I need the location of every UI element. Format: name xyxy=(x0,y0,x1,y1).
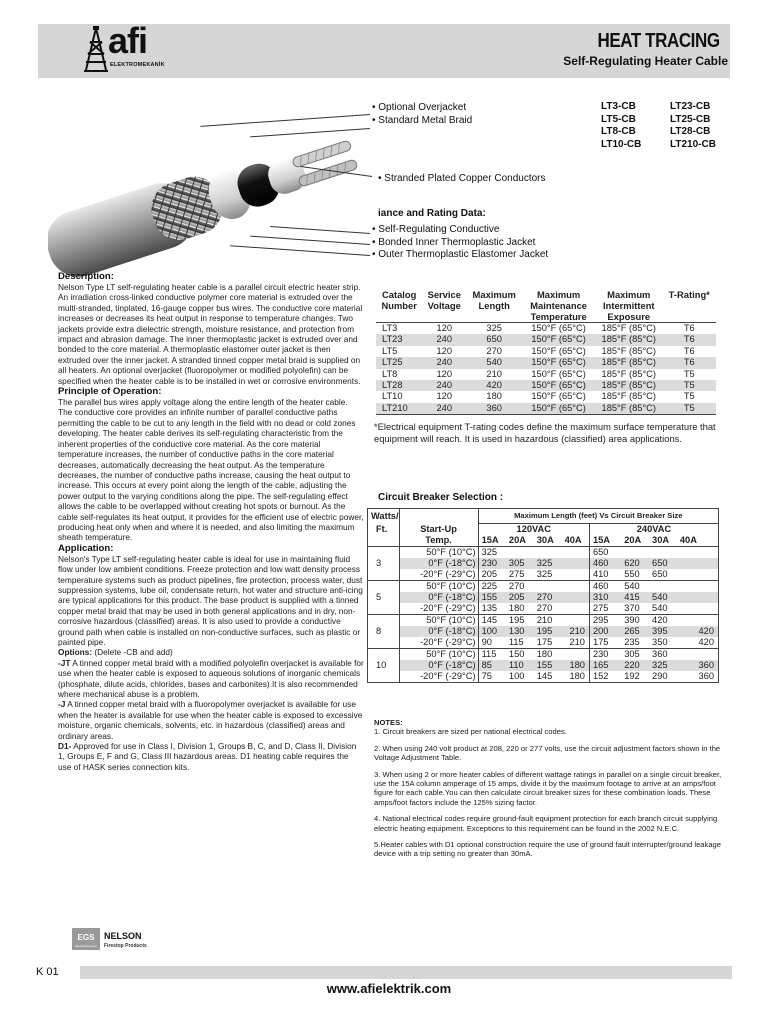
breaker-value-cell xyxy=(562,558,590,569)
breaker-value-cell xyxy=(649,547,677,559)
note-item: 5.Heater cables with D1 optional construction require the use of ground fault interrupter/ground leakage device with a trip setting no greater than 30mA. xyxy=(374,840,721,859)
option-jt-code: -JT xyxy=(58,657,71,668)
model-item: LT210-CB xyxy=(670,138,716,150)
nelson-logo xyxy=(72,928,192,952)
amps-header: 40A xyxy=(562,535,590,547)
breaker-value-cell xyxy=(534,581,562,593)
breaker-value-cell: 195 xyxy=(534,626,562,637)
notes-section xyxy=(374,718,722,866)
breaker-value-cell xyxy=(562,581,590,593)
breaker-value-cell: 550 xyxy=(621,569,649,581)
breaker-value-cell: 75 xyxy=(478,671,506,683)
vac120-header: 120VAC xyxy=(478,524,589,536)
rating-col-header xyxy=(376,289,422,323)
startup-temp-cell: 0°F (-18°C) xyxy=(399,558,478,569)
watts-cell xyxy=(368,649,400,661)
breaker-value-cell xyxy=(534,547,562,559)
breaker-value-cell xyxy=(677,649,719,661)
option-j-code: -J xyxy=(58,699,66,710)
breaker-value-cell: 460 xyxy=(589,558,621,569)
rating-cell: T6 xyxy=(683,345,695,356)
note-item: 3. When using 2 or more heater cables of different wattage ratings in parallel on a single circuit breaker, use the 15A column amperage of 15 amps, divide it by the maximum footage to arrive at an amps/foot figure for each cable.You can then calculate circuit breaker sizes for these combination loads. These amps/foot factors include the 125% sizing factor. xyxy=(374,769,722,807)
rating-col-header-line: Length xyxy=(478,300,510,311)
breaker-value-cell: 145 xyxy=(534,671,562,683)
rating-cell: LT28 xyxy=(376,380,422,391)
breaker-value-cell: 460 xyxy=(589,581,621,593)
watts-cell xyxy=(368,603,400,615)
breaker-row xyxy=(368,637,719,649)
option-jt xyxy=(58,658,364,700)
breaker-value-cell: 180 xyxy=(562,660,590,671)
callout-standard-braid: • Standard Metal Braid xyxy=(372,115,473,126)
watts-cell: 3 xyxy=(368,558,400,569)
breaker-value-cell: 210 xyxy=(562,637,590,649)
rating-row xyxy=(376,380,716,391)
rating-cell: 150°F (65°C) xyxy=(522,403,595,415)
vac240-header: 240VAC xyxy=(589,524,718,536)
startup-temp-cell: 50°F (10°C) xyxy=(399,581,478,593)
rating-cell: 120 xyxy=(436,368,452,379)
breaker-value-cell xyxy=(562,603,590,615)
rating-cell: 185°F (85°C) xyxy=(601,345,656,356)
rating-cell: 360 xyxy=(466,403,522,415)
breaker-value-cell: 540 xyxy=(649,592,677,603)
callout-inner-jacket: • Bonded Inner Thermoplastic Jacket xyxy=(372,237,536,248)
page-title: HEAT TRACING xyxy=(597,30,720,52)
left-column xyxy=(58,271,364,772)
breaker-value-cell: 390 xyxy=(624,615,640,625)
principle-text: The parallel bus wires apply voltage along the entire length of the heater cable. The conductive core provides an infinite number of parallel conductive paths permitting the cable to be cut to any length in the field with no dead or cold zones developing. The heater cable derives its self-regulating characteristic from the inherent properties of the conductive core material. As the core material temperature increases, the number of conductive paths in the core material decreases, automatically decreasing the heat output. As the temperature decreases, the number of conductive paths increase, causing the heat output to increase. This occurs at every point along the length of the cable, adjusting the power output to the varying conditions along the pipe. The self-regulating effect allows the cable to be overlapped without creating hot spots or burnout. As the cable self-regulates its heat output, it provides for the efficient use of electric power, producing heat only when and where it is needed, and also limiting the maximum sheath temperature. xyxy=(58,397,364,543)
breaker-value-cell: 110 xyxy=(506,660,534,671)
logo-subtext: ELEKTROMEKANİK xyxy=(110,62,165,68)
note-item: 4. National electrical codes require ground-fault equipment protection for each branch circuit supplying electric heating equipment. Exceptions to this requirement can be found in the 2002 N.E.C. xyxy=(374,814,718,833)
startup-temp-cell: -20°F (-29°C) xyxy=(399,671,478,683)
breaker-table-title: Circuit Breaker Selection : xyxy=(378,492,504,503)
amps-header: 30A xyxy=(534,535,562,547)
egs-text: EGS xyxy=(77,933,95,942)
breaker-value-cell: 290 xyxy=(649,671,677,683)
breaker-value-cell: 270 xyxy=(534,592,562,603)
rating-cell: 150°F (65°C) xyxy=(522,357,595,368)
amps-header: 40A xyxy=(677,535,719,547)
notes-heading: NOTES: xyxy=(374,718,403,727)
breaker-value-cell: 650 xyxy=(589,547,621,559)
option-j-text: A tinned copper metal braid with a fluoropolymer overjacket is available for use when the heater is available for use when the heater cable is exposed to excessive moisture, organic chemicals, solvents, etc. in hazardous (classified) areas and ordinary areas. xyxy=(58,699,363,741)
option-j xyxy=(58,699,364,741)
startup-temp-cell: 50°F (10°C) xyxy=(399,547,478,559)
callout-conductors: • Stranded Plated Copper Conductors xyxy=(378,173,546,184)
breaker-value-cell xyxy=(677,615,719,627)
watts-cell xyxy=(368,581,400,593)
startup-temp-cell: -20°F (-29°C) xyxy=(399,637,478,649)
breaker-row xyxy=(368,569,719,581)
oil-derrick-icon xyxy=(82,26,110,74)
watts-cell xyxy=(368,569,400,581)
breaker-value-cell: 360 xyxy=(677,671,719,683)
rating-cell: T5 xyxy=(663,403,717,415)
breaker-value-cell: 650 xyxy=(649,569,677,581)
breaker-value-cell xyxy=(649,581,677,593)
breaker-row xyxy=(368,649,719,661)
breaker-value-cell: 200 xyxy=(589,626,621,637)
rating-cell: 540 xyxy=(466,357,522,368)
options-heading-note: (Delete -CB and add) xyxy=(92,647,173,658)
breaker-value-cell: 370 xyxy=(621,603,649,615)
rating-table-header xyxy=(376,289,716,323)
footer-bar xyxy=(80,966,732,979)
breaker-value-cell: 150 xyxy=(508,649,525,659)
rating-cell: LT8 xyxy=(382,368,398,379)
amps-header: 20A xyxy=(506,535,534,547)
page-number: K 01 xyxy=(36,966,59,978)
rating-cell: T6 xyxy=(663,334,717,345)
breaker-table xyxy=(367,508,719,683)
breaker-value-cell: 85 xyxy=(478,660,506,671)
rating-col-header-line: Temperature xyxy=(530,311,587,322)
callout-outer-jacket: • Outer Thermoplastic Elastomer Jacket xyxy=(372,249,549,260)
breaker-value-cell: 270 xyxy=(508,581,525,591)
startup-temp-cell: 0°F (-18°C) xyxy=(399,626,478,637)
rating-cell: 150°F (65°C) xyxy=(531,323,586,333)
rating-cell: LT210 xyxy=(376,403,422,415)
options-heading-line xyxy=(58,647,364,657)
rating-cell: 120 xyxy=(436,391,452,402)
breaker-row xyxy=(368,615,719,627)
model-list-2 xyxy=(670,101,716,151)
nelson-text: NELSON xyxy=(104,931,142,941)
model-item: LT10-CB xyxy=(601,138,642,150)
watts-cell xyxy=(368,671,400,683)
breaker-value-cell xyxy=(677,569,719,581)
breaker-value-cell: 420 xyxy=(677,637,719,649)
option-d1-text: Approved for use in Class I, Division 1, Groups B, C, and D, Class II, Division 1, Groups E, F and G, Class III hazardous areas. D1 heating cable requires the use of HASK series connection kits. xyxy=(58,741,357,772)
rating-cell: LT10 xyxy=(382,391,403,402)
option-d1 xyxy=(58,741,364,772)
model-item: LT5-CB xyxy=(601,113,636,125)
breaker-value-cell: 115 xyxy=(506,637,534,649)
startup-temp-cell: 50°F (10°C) xyxy=(399,649,478,661)
callout-core: • Self-Regulating Conductive xyxy=(372,224,500,235)
breaker-value-cell: 360 xyxy=(677,660,719,671)
rating-cell: 150°F (65°C) xyxy=(522,334,595,345)
model-item: LT25-CB xyxy=(670,113,711,125)
breaker-value-cell xyxy=(562,592,590,603)
rating-cell: 240 xyxy=(422,403,466,415)
rating-row xyxy=(376,357,716,368)
breaker-header-row-1 xyxy=(368,509,719,524)
rating-cell: 210 xyxy=(486,368,502,379)
watts-cell xyxy=(368,637,400,649)
breaker-value-cell: 325 xyxy=(649,660,677,671)
breaker-value-cell xyxy=(562,649,590,661)
breaker-value-cell: 540 xyxy=(624,581,640,591)
breaker-value-cell: 540 xyxy=(649,603,677,615)
breaker-table-body xyxy=(368,547,719,683)
breaker-value-cell: 325 xyxy=(534,569,562,581)
rating-cell: LT5 xyxy=(382,345,398,356)
breaker-value-cell: 360 xyxy=(652,649,668,659)
page-subtitle: Self-Regulating Heater Cable xyxy=(563,54,728,68)
rating-cell: LT25 xyxy=(376,357,422,368)
rating-col-header-line: Catalog xyxy=(381,289,417,300)
max-length-header: Maximum Length (feet) Vs Circuit Breaker Size xyxy=(478,509,718,524)
performance-heading: iance and Rating Data: xyxy=(378,208,486,219)
breaker-value-cell: 130 xyxy=(506,626,534,637)
breaker-value-cell: 620 xyxy=(621,558,649,569)
breaker-value-cell: 420 xyxy=(652,615,668,625)
model-item: LT28-CB xyxy=(670,126,711,137)
header-spacer xyxy=(399,509,478,524)
startup-temp-cell: 0°F (-18°C) xyxy=(399,592,478,603)
rating-cell: 120 xyxy=(436,323,452,333)
rating-table-body xyxy=(376,323,716,415)
breaker-value-cell: 135 xyxy=(478,603,506,615)
breaker-value-cell: 192 xyxy=(621,671,649,683)
breaker-value-cell: 420 xyxy=(677,626,719,637)
header-spacer xyxy=(368,535,400,547)
egs-nelson-mark xyxy=(72,928,192,954)
breaker-value-cell: 100 xyxy=(506,671,534,683)
rating-table xyxy=(376,289,716,415)
breaker-value-cell: 275 xyxy=(589,603,621,615)
rating-row xyxy=(376,323,716,335)
breaker-value-cell: 152 xyxy=(589,671,621,683)
rating-cell: 185°F (85°C) xyxy=(595,380,662,391)
rating-col-header xyxy=(466,289,522,323)
rating-cell: T5 xyxy=(663,380,717,391)
rating-cell: 150°F (65°C) xyxy=(531,391,586,402)
rating-col-header-line: Maintenance xyxy=(530,300,588,311)
breaker-value-cell: 305 xyxy=(624,649,640,659)
rating-cell: 120 xyxy=(436,345,452,356)
rating-cell: T5 xyxy=(683,368,695,379)
rating-cell: T5 xyxy=(683,391,695,402)
watts-cell: 5 xyxy=(368,592,400,603)
startup-temp-cell: 0°F (-18°C) xyxy=(399,660,478,671)
amps-header: 15A xyxy=(478,535,506,547)
model-item: LT8-CB xyxy=(601,126,636,137)
breaker-value-cell: 225 xyxy=(478,581,506,593)
breaker-value-cell: 230 xyxy=(589,649,621,661)
rating-cell: 185°F (85°C) xyxy=(595,334,662,345)
watts-header: Watts/ xyxy=(368,509,400,524)
options-heading: Options: xyxy=(58,647,93,658)
rating-col-header-line: Number xyxy=(381,300,417,311)
breaker-value-cell: 180 xyxy=(536,649,553,659)
amps-header: 30A xyxy=(649,535,677,547)
application-text: Nelson's Type LT self-regulating heater cable is ideal for use in maintaining fluid flow under low ambient conditions. Freeze protection and low watt density process temperature systems such as product pipelines, fire protection, process water, dust suppression systems, lube oil, condensate return, hot water and structure anti-icing are typical applications for this product. The base product is supplied with a tinned copper metal braid that may be used in both general applications and in dry, non-corrosive hazardous (classified) areas. It is also used to provide a conductive ground path when cable is installed on non-conductive surfaces, such as plastic or painted pipe. xyxy=(58,553,363,647)
rating-cell: 150°F (65°C) xyxy=(531,368,586,379)
breaker-value-cell: 205 xyxy=(506,592,534,603)
breaker-value-cell: 270 xyxy=(534,603,562,615)
breaker-value-cell xyxy=(562,547,590,559)
breaker-value-cell xyxy=(562,615,590,627)
watts-cell: 10 xyxy=(368,660,400,671)
breaker-value-cell xyxy=(562,569,590,581)
breaker-value-cell: 265 xyxy=(621,626,649,637)
rating-cell: LT3 xyxy=(382,323,398,333)
breaker-value-cell: 305 xyxy=(506,558,534,569)
breaker-value-cell: 165 xyxy=(589,660,621,671)
breaker-value-cell: 220 xyxy=(621,660,649,671)
breaker-value-cell: 175 xyxy=(589,637,621,649)
watts-cell: 8 xyxy=(368,626,400,637)
startup-temp-cell: 50°F (10°C) xyxy=(399,615,478,627)
breaker-value-cell xyxy=(677,558,719,569)
temp-header: Temp. xyxy=(399,535,478,547)
breaker-row xyxy=(368,581,719,593)
rating-col-header-line: Exposure xyxy=(607,311,651,322)
rating-row xyxy=(376,334,716,345)
watts-cell xyxy=(368,547,400,559)
description-heading: Description: xyxy=(58,271,114,282)
breaker-value-cell: 180 xyxy=(506,603,534,615)
rating-cell: 325 xyxy=(486,323,502,333)
callout-optional-overjacket: • Optional Overjacket xyxy=(372,102,467,113)
breaker-value-cell xyxy=(506,547,534,559)
breaker-value-cell: 115 xyxy=(478,649,506,661)
note-item: 2. When using 240 volt product at 208, 220 or 277 volts, use the circuit adjustment factors shown in the Voltage Adjustment Table. xyxy=(374,743,721,763)
breaker-value-cell: 175 xyxy=(534,637,562,649)
rating-cell: 240 xyxy=(422,357,466,368)
breaker-row xyxy=(368,660,719,671)
rating-row xyxy=(376,403,716,415)
breaker-value-cell: 155 xyxy=(534,660,562,671)
breaker-value-cell: 180 xyxy=(562,671,590,683)
rating-row xyxy=(376,346,716,357)
principle-heading: Principle of Operation: xyxy=(58,386,162,398)
note-item: 1. Circuit breakers are sized per national electrical codes. xyxy=(374,727,567,737)
rating-cell: 420 xyxy=(466,380,522,391)
option-jt-text: A tinned copper metal braid with a modified polyolefin overjacket is available for use when the heater cable is exposed to aqueous solutions of inorganic chemicals (phosphate, dilute acids, chlorides, bases and carbonites).It is also recommended where mechanical abuse is a problem. xyxy=(58,657,364,700)
rating-col-header-line: Voltage xyxy=(427,300,461,311)
egs-subtext: Electrical Group xyxy=(75,944,97,948)
rating-cell: 240 xyxy=(422,380,466,391)
breaker-value-cell: 210 xyxy=(562,626,590,637)
rating-cell: 185°F (85°C) xyxy=(601,368,656,379)
breaker-value-cell: 90 xyxy=(478,637,506,649)
breaker-value-cell: 410 xyxy=(589,569,621,581)
breaker-value-cell: 195 xyxy=(508,615,525,625)
rating-col-header xyxy=(522,289,595,323)
application-heading: Application: xyxy=(58,542,114,554)
rating-cell: 270 xyxy=(486,345,502,356)
model-item: LT23-CB xyxy=(670,101,711,112)
rating-col-header-line: Maximum xyxy=(472,289,516,300)
breaker-value-cell: 325 xyxy=(478,547,506,559)
breaker-value-cell: 310 xyxy=(589,592,621,603)
breaker-row xyxy=(368,558,719,569)
t-rating-note: *Electrical equipment T-rating codes define the maximum surface temperature that equipment will reach. It is used in hazardous (classified) area applications. xyxy=(374,421,716,444)
rating-cell: T6 xyxy=(683,323,695,333)
rating-cell: 150°F (65°C) xyxy=(522,380,595,391)
breaker-value-cell xyxy=(677,603,719,615)
rating-cell: 185°F (85°C) xyxy=(601,391,656,402)
breaker-value-cell: 650 xyxy=(649,558,677,569)
rating-row xyxy=(376,369,716,380)
rating-col-header xyxy=(595,289,662,323)
rating-cell: 150°F (65°C) xyxy=(531,345,586,356)
breaker-value-cell: 100 xyxy=(478,626,506,637)
breaker-value-cell xyxy=(677,547,719,559)
startup-temp-cell: -20°F (-29°C) xyxy=(399,569,478,581)
breaker-value-cell xyxy=(677,592,719,603)
breaker-value-cell xyxy=(621,547,649,559)
rating-col-header-line: Maximum xyxy=(607,289,651,300)
rating-cell: 185°F (85°C) xyxy=(595,403,662,415)
breaker-value-cell: 325 xyxy=(534,558,562,569)
rating-cell: T6 xyxy=(663,357,717,368)
amps-header: 15A xyxy=(589,535,621,547)
breaker-value-cell: 145 xyxy=(478,615,506,627)
breaker-value-cell: 210 xyxy=(536,615,553,625)
rating-col-header-line: Intermittent xyxy=(602,300,655,311)
breaker-row xyxy=(368,603,719,615)
breaker-row xyxy=(368,626,719,637)
startup-header: Start-Up xyxy=(399,524,478,536)
breaker-value-cell: 275 xyxy=(506,569,534,581)
amps-header-row xyxy=(368,535,719,547)
breaker-value-cell: 295 xyxy=(589,615,621,627)
watts-cell xyxy=(368,615,400,627)
rating-cell: 185°F (85°C) xyxy=(601,323,656,333)
ft-header: Ft. xyxy=(368,524,400,536)
rating-cell: 185°F (85°C) xyxy=(595,357,662,368)
breaker-row xyxy=(368,592,719,603)
rating-cell: 650 xyxy=(466,334,522,345)
amps-header: 20A xyxy=(621,535,649,547)
breaker-value-cell: 155 xyxy=(478,592,506,603)
rating-col-header-line: Maximum xyxy=(536,289,581,300)
breaker-row xyxy=(368,547,719,559)
rating-col-header-line: Service xyxy=(427,289,461,300)
rating-cell: 240 xyxy=(422,334,466,345)
nelson-subtext: Firestop Products xyxy=(104,943,147,949)
rating-cell: LT23 xyxy=(376,334,422,345)
website-link[interactable]: www.afielektrik.com xyxy=(326,981,452,996)
logo-text: afi xyxy=(108,20,148,61)
rating-col-header-line: T-Rating* xyxy=(668,289,710,300)
breaker-value-cell xyxy=(677,581,719,593)
startup-temp-cell: -20°F (-29°C) xyxy=(399,603,478,615)
breaker-row xyxy=(368,671,719,683)
rating-cell: 180 xyxy=(486,391,502,402)
breaker-header-row-2 xyxy=(368,524,719,536)
breaker-value-cell: 230 xyxy=(478,558,506,569)
breaker-value-cell: 205 xyxy=(478,569,506,581)
breaker-value-cell: 415 xyxy=(621,592,649,603)
option-d1-code: D1- xyxy=(58,741,72,752)
breaker-value-cell: 350 xyxy=(649,637,677,649)
afi-logo xyxy=(82,20,174,74)
description-text: Nelson Type LT self-regulating heater cable is a parallel circuit electric heater strip. An irradiation cross-linked conductive polymer core material is extruded over the multi-stranded, tinplated, 16-gauge copper bus wires. The conductive core material increases or decreases its heat output in response to temperature changes. Two jackets provide extra dielectric strength, moisture resistance, and protection from impact and abrasion damage. The inner thermoplastic jacket is extruded over and bonded to the core material. A thermoplastic elastomer outer jacket is then extruded over the inner jacket. A stranded tinned copper metal braid is supplied on all heaters. An optional overjacket (fluoropolymer or modified polyolefin) can be specified when the heater cable is to be installed in wet or corrosive environments. xyxy=(58,282,363,386)
rating-col-header xyxy=(422,289,466,323)
model-item: LT3-CB xyxy=(601,101,636,112)
cable-illustration xyxy=(48,92,368,282)
breaker-value-cell: 235 xyxy=(621,637,649,649)
rating-col-header xyxy=(663,289,717,323)
breaker-value-cell: 395 xyxy=(649,626,677,637)
rating-row xyxy=(376,391,716,402)
model-list-1 xyxy=(601,101,641,151)
